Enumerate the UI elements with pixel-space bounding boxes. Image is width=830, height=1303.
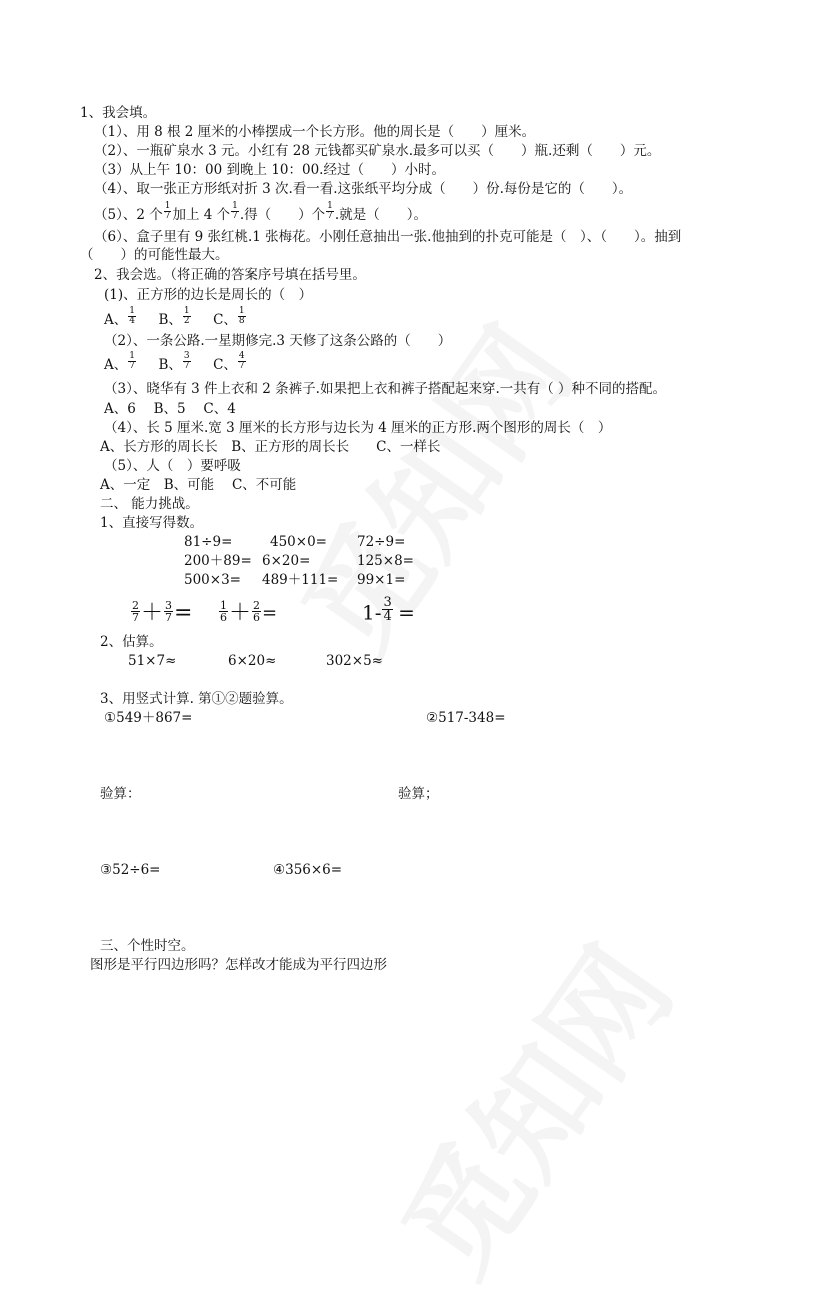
question-2-4-options: A、长方形的周长长 B、正方形的周长长 C、一样长: [100, 439, 441, 455]
calc-item: 200＋89=: [184, 553, 252, 569]
fraction: $\frac{2}{7}$: [132, 599, 139, 624]
vertical-calc-1: ①549＋867=: [104, 710, 193, 726]
fraction: $\frac{1}{6}$: [220, 599, 227, 624]
fraction-calc-1: $\frac{2}{7}$ ＋ $\frac{3}{7}$ =: [132, 599, 193, 626]
question-1-5: [94, 201, 427, 225]
question-2-2-options: A、 $\frac{1}{7}$ B、 $\frac{3}{7}$ C、 $\frac{4}{7}$: [104, 351, 245, 373]
calc-item: 81÷9=: [184, 534, 233, 550]
fraction: $\frac{4}{7}$: [238, 351, 245, 371]
estimate-item: 51×7≈: [128, 653, 177, 669]
fraction: $\frac{3}{4}$: [383, 595, 392, 624]
calc-item: 6×20=: [262, 553, 311, 569]
question-1-2: （2）、一瓶矿泉水 3 元。小红有 28 元钱都买矿泉水.最多可以买（ ）瓶.还剩（ ）元。: [94, 143, 661, 159]
estimate-item: 6×20≈: [228, 653, 277, 669]
calc-item: 489＋111=: [262, 572, 339, 588]
subsection-direct-calc: 1、直接写得数。: [100, 515, 204, 531]
check-label-2: 验算；: [398, 786, 439, 802]
question-1-5-part-d: .就是（ ）。: [334, 207, 427, 223]
estimate-item: 302×5≈: [326, 653, 383, 669]
vertical-calc-3: ③52÷6=: [100, 862, 161, 878]
calc-item: 72÷9=: [357, 534, 406, 550]
vertical-calc-4: ④356×6=: [273, 862, 343, 878]
question-2-3: （3）、晓华有 3 件上衣和 2 条裤子.如果把上衣和裤子搭配起来穿.一共有（ ）种不同的搭配。: [104, 381, 667, 397]
question-2-5: （5）、人（ ）要呼吸: [104, 458, 241, 474]
question-1-1: （1）、用 8 根 2 厘米的小棒摆成一个长方形。他的周长是（ ）厘米。: [94, 124, 536, 140]
calc-item: 500×3=: [184, 572, 241, 588]
calc-item: 99×1=: [357, 572, 406, 588]
check-label-1: 验算：: [100, 786, 141, 802]
question-2-4: （4）、长 5 厘米.宽 3 厘米的长方形与边长为 4 厘米的正方形.两个图形的周长（ ）: [104, 420, 612, 436]
question-2-3-options: A、6 B、5 C、4: [104, 401, 236, 417]
subsection-vertical-calc: 3、用竖式计算. 第①②题验算。: [100, 691, 293, 707]
question-1-5-part-b: 加上 4 个: [172, 207, 231, 223]
question-2-5-options: A、一定 B、可能 C、不可能: [100, 477, 297, 493]
fraction: $\frac{1}{4}$: [129, 306, 135, 326]
fraction-calc-3: 1- $\frac{3}{4}$ =: [362, 595, 415, 625]
fraction: $\frac{1}{7}$: [327, 201, 333, 221]
section-4-title: 三、个性时空。: [100, 938, 195, 954]
fraction: $\frac{1}{2}$: [183, 306, 190, 326]
fraction-calc-2: $\frac{1}{6}$ ＋ $\frac{2}{6}$ =: [220, 599, 278, 626]
calc-item: 450×0=: [270, 534, 327, 550]
fraction: $\frac{2}{6}$: [253, 599, 261, 624]
section-3-title: 二、 能力挑战。: [100, 496, 199, 512]
question-1-4: （4）、取一张正方形纸对折 3 次.看一看.这张纸平均分成（ ）份.每份是它的（ ）。: [94, 181, 633, 197]
question-2-2: （2）、一条公路.一星期修完.3 天修了这条公路的（ ）: [104, 333, 452, 349]
question-1-6: （6）、盒子里有 9 张红桃.1 张梅花。小刚任意抽出一张.他抽到的扑克可能是（ ）、（ ）。抽到: [94, 229, 682, 245]
section-1-title: 1、我会填。: [80, 105, 157, 121]
fraction: $\frac{3}{7}$: [183, 351, 190, 371]
question-1-6-cont: （ ）的可能性最大。: [80, 247, 229, 263]
fraction: $\frac{1}{7}$: [129, 351, 135, 371]
question-4: 图形是平行四边形吗？怎样改才能成为平行四边形: [90, 957, 387, 973]
question-2-1: (1)、正方形的边长是周长的（ ）: [104, 287, 313, 303]
section-2-title: 2、我会选。（将正确的答案序号填在括号里。: [94, 267, 366, 283]
question-1-5-part-c: .得（ ）个: [239, 207, 326, 223]
vertical-calc-2: ②517-348=: [426, 710, 506, 726]
subsection-estimate: 2、估算。: [100, 634, 163, 650]
fraction: $\frac{1}{7}$: [164, 201, 171, 221]
watermark: [356, 909, 703, 1303]
question-1-3: （3）从上午 10：00 到晚上 10：00.经过（ ）小时。: [94, 162, 445, 178]
calc-item: 125×8=: [357, 553, 414, 569]
fraction: $\frac{1}{8}$: [238, 306, 245, 326]
fraction: $\frac{3}{7}$: [165, 599, 173, 624]
fraction: $\frac{1}{7}$: [232, 201, 238, 221]
question-2-1-options: A、 $\frac{1}{4}$ B、 $\frac{1}{2}$ C、 $\frac{1}{8}$: [104, 306, 245, 328]
question-1-5-part-a: （5）、2 个: [94, 207, 163, 223]
